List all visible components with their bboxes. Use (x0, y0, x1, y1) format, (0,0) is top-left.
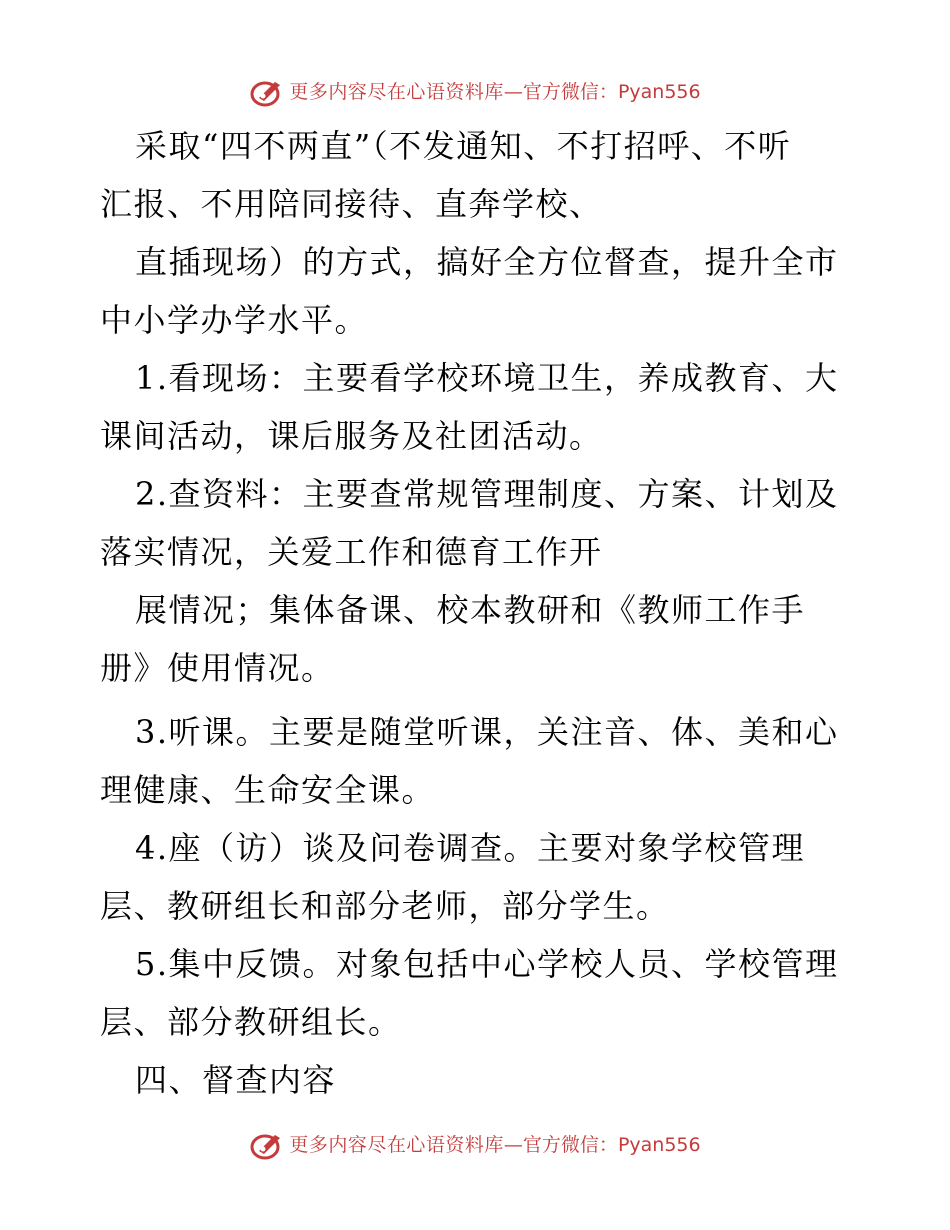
text-line: 4.座（访）谈及问卷调查。主要对象学校管理 (135, 829, 806, 867)
text-line: 5.集中反馈。对象包括中心学校人员、学校管理 (135, 945, 839, 983)
text-line: 落实情况，关爱工作和德育工作开 (100, 533, 603, 571)
text-line: 层、部分教研组长。 (100, 1003, 402, 1041)
footer-wechat-label: 官方微信： (522, 1134, 618, 1156)
page-footer (0, 1129, 950, 1161)
text-line: 采取“四不两直”（不发通知、不打招呼、不听 (135, 127, 792, 165)
text-line: 层、教研组长和部分老师，部分学生。 (100, 887, 670, 925)
text-line: 理健康、生命安全课。 (100, 771, 436, 809)
text-line: 册》使用情况。 (100, 649, 335, 687)
page-header (0, 76, 950, 108)
text-line: 直插现场）的方式，搞好全方位督查，提升全市 (135, 243, 839, 281)
text-line: 3.听课。主要是随堂听课，关注音、体、美和心 (135, 713, 839, 751)
text-line: 中小学办学水平。 (100, 301, 369, 339)
header-wechat-label: 官方微信： (522, 81, 618, 103)
text-line: 展情况；集体备课、校本教研和《教师工作手 (135, 591, 806, 629)
text-line: 汇报、不用陪同接待、直奔学校、 (100, 185, 603, 223)
header-slogan: 更多内容尽在心语资料库 (289, 81, 504, 103)
footer-separator: — (503, 1134, 523, 1156)
footer-wechat-id: Pyan556 (617, 1134, 701, 1156)
text-line: 2.查资料：主要查常规管理制度、方案、计划及 (135, 475, 839, 513)
header-separator: — (503, 81, 523, 103)
pen-nib-logo-icon (249, 1129, 285, 1161)
header-wechat-id: Pyan556 (617, 81, 701, 103)
section-heading: 四、督查内容 (135, 1061, 337, 1099)
text-line: 1.看现场：主要看学校环境卫生，养成教育、大 (135, 359, 839, 397)
text-line: 课间活动，课后服务及社团活动。 (100, 417, 603, 455)
pen-nib-logo-icon (249, 76, 285, 108)
footer-slogan: 更多内容尽在心语资料库 (289, 1134, 504, 1156)
